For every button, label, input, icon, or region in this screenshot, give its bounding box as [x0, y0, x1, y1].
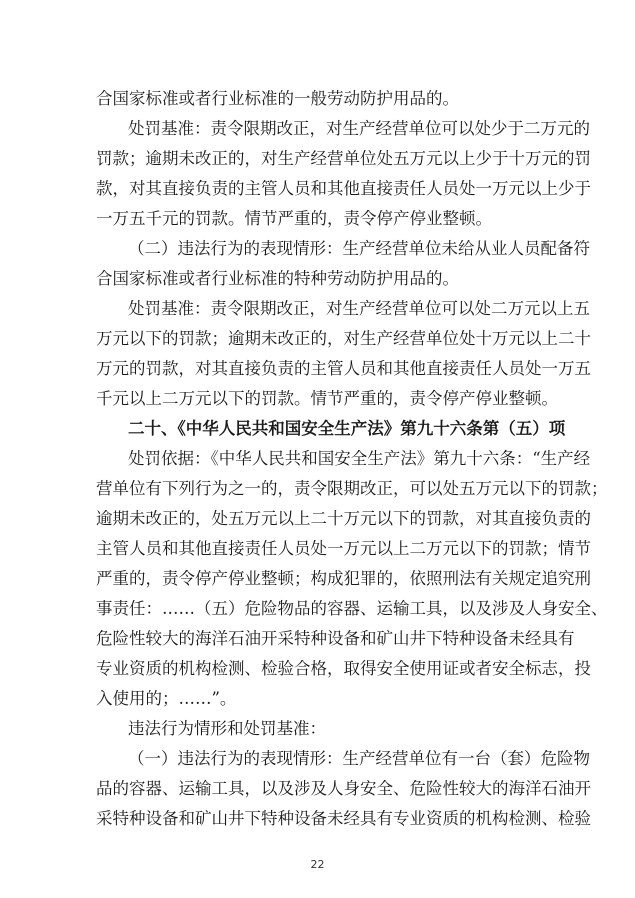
body-text-line: （二）违法行为的表现情形：生产经营单位未给从业人员配备符 — [128, 239, 590, 258]
body-text-line: 专业资质的机构检测、检验合格，取得安全使用证或者安全标志，投 — [96, 659, 591, 678]
body-text-line: 一万五千元的罚款。情节严重的，责令停产停业整顿。 — [96, 209, 492, 228]
body-text-line: 万元以下的罚款；逾期未改正的，对生产经营单位处十万元以上二十 — [96, 329, 591, 348]
section-heading: 二十、《中华人民共和国安全生产法》第九十六条第（五）项 — [128, 419, 566, 438]
body-text-line: 严重的，责令停产停业整顿；构成犯罪的，依照刑法有关规定追究刑 — [96, 569, 591, 588]
body-text-line: 合国家标准或者行业标准的特种劳动防护用品的。 — [96, 269, 459, 288]
body-text-line: （一）违法行为的表现情形：生产经营单位有一台（套）危险物 — [128, 749, 590, 768]
body-text-line: 危险性较大的海洋石油开采特种设备和矿山井下特种设备未经具有 — [96, 629, 575, 648]
body-text-line: 营单位有下列行为之一的，责令限期改正，可以处五万元以下的罚款； — [96, 479, 608, 498]
body-text-line: 罚款；逾期未改正的，对生产经营单位处五万元以上少于十万元的罚 — [96, 149, 591, 168]
body-text-line: 万元的罚款，对其直接负责的主管人员和其他直接责任人员处一万五 — [96, 359, 591, 378]
body-text-line: 主管人员和其他直接责任人员处一万元以上二万元以下的罚款；情节 — [96, 539, 591, 558]
body-text-line: 千元以上二万元以下的罚款。情节严重的，责令停产停业整顿。 — [96, 389, 558, 408]
body-text-line: 处罚基准：责令限期改正，对生产经营单位可以处少于二万元的 — [128, 119, 590, 138]
body-text-line: 处罚基准：责令限期改正，对生产经营单位可以处二万元以上五 — [128, 299, 590, 318]
body-text-line: 款，对其直接负责的主管人员和其他直接责任人员处一万元以上少于 — [96, 179, 591, 198]
body-text-line: 采特种设备和矿山井下特种设备未经具有专业资质的机构检测、检验 — [96, 809, 591, 828]
body-text-line: 品的容器、运输工具，以及涉及人身安全、危险性较大的海洋石油开 — [96, 779, 591, 798]
body-text-line: 处罚依据：《中华人民共和国安全生产法》第九十六条：“生产经 — [128, 449, 591, 468]
body-text-line: 逾期未改正的，处五万元以上二十万元以下的罚款，对其直接负责的 — [96, 509, 591, 528]
body-text-line: 事责任：……（五）危险物品的容器、运输工具，以及涉及人身安全、 — [96, 599, 608, 618]
page-number: 22 — [310, 858, 325, 871]
body-text-line: 合国家标准或者行业标准的一般劳动防护用品的。 — [96, 89, 459, 108]
body-text-line: 违法行为情形和处罚基准： — [128, 719, 326, 738]
body-text-line: 入使用的；……”。 — [96, 689, 237, 708]
